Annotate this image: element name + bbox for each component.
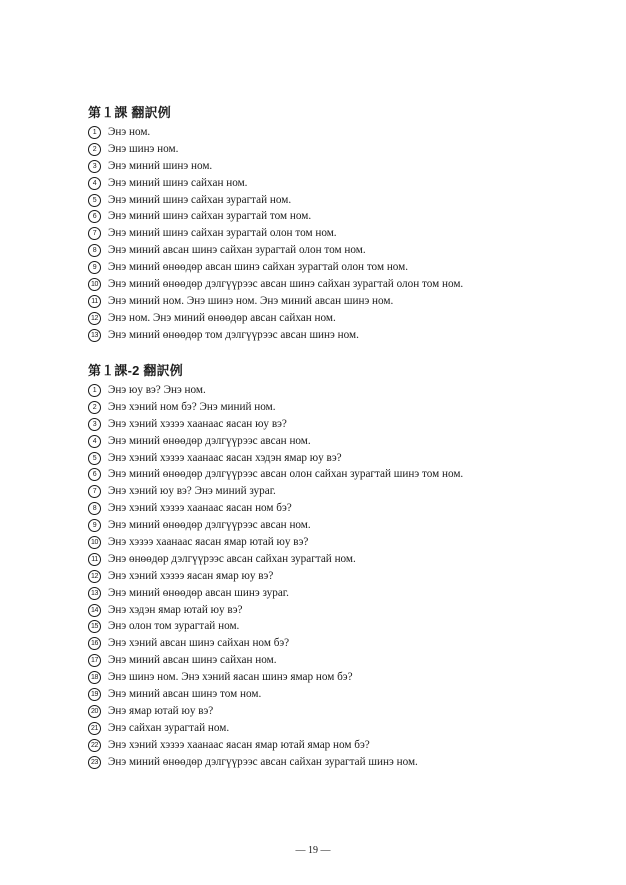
item-text: Энэ ном. Энэ миний өнөөдөр авсан сайхан ном. bbox=[108, 311, 336, 324]
list-item bbox=[88, 433, 558, 450]
section-heading: 第１課 翻訳例 bbox=[88, 105, 172, 120]
item-number: 10 bbox=[88, 536, 101, 549]
item-text: Энэ хэний хэзээ хаанаас яасан ном бэ? bbox=[108, 502, 292, 515]
list-item bbox=[88, 242, 558, 259]
page-number: ― 19 ― bbox=[295, 845, 331, 856]
list-item bbox=[88, 382, 558, 399]
item-text: Энэ өнөөдөр дэлгүүрээс авсан сайхан зурагтай ном. bbox=[108, 552, 356, 565]
item-number: 13 bbox=[88, 587, 101, 600]
item-number: 20 bbox=[88, 705, 101, 718]
item-text: Энэ шинэ ном. Энэ хэний яасан шинэ ямар ном бэ? bbox=[108, 671, 353, 684]
translation-list bbox=[88, 124, 558, 344]
list-item bbox=[88, 500, 558, 517]
list-item bbox=[88, 635, 558, 652]
item-number: 2 bbox=[88, 143, 101, 156]
list-item bbox=[88, 225, 558, 242]
item-number: 18 bbox=[88, 671, 101, 684]
item-number: 15 bbox=[88, 620, 101, 633]
item-text: Энэ миний өнөөдөр авсан шинэ сайхан зурагтай олон том ном. bbox=[108, 261, 409, 274]
list-item bbox=[88, 208, 558, 225]
item-number: 8 bbox=[88, 244, 101, 257]
item-number: 9 bbox=[88, 261, 101, 274]
item-text: Энэ хэний хэзээ хаанаас яасан ямар ютай ямар ном бэ? bbox=[108, 738, 370, 751]
item-number: 12 bbox=[88, 312, 101, 325]
list-item bbox=[88, 293, 558, 310]
item-text: Энэ миний авсан шинэ сайхан зурагтай олон том ном. bbox=[108, 244, 366, 257]
section-heading: 第１課-2 翻訳例 bbox=[88, 363, 183, 378]
list-item bbox=[88, 703, 558, 720]
list-item bbox=[88, 483, 558, 500]
list-item bbox=[88, 310, 558, 327]
item-number: 6 bbox=[88, 210, 101, 223]
item-text: Энэ миний өнөөдөр дэлгүүрээс авсан ном. bbox=[108, 519, 311, 532]
item-number: 23 bbox=[88, 756, 101, 769]
list-item bbox=[88, 517, 558, 534]
item-text: Энэ хэзээ хаанаас яасан ямар ютай юу вэ? bbox=[108, 536, 309, 549]
list-item bbox=[88, 416, 558, 433]
list-item bbox=[88, 585, 558, 602]
item-number: 22 bbox=[88, 739, 101, 752]
item-text: Энэ хэний ном бэ? Энэ миний ном. bbox=[108, 400, 276, 413]
list-item bbox=[88, 737, 558, 754]
list-item bbox=[88, 175, 558, 192]
item-number: 11 bbox=[88, 553, 101, 566]
item-number: 7 bbox=[88, 227, 101, 240]
item-text: Энэ миний ном. Энэ шинэ ном. Энэ миний авсан шинэ ном. bbox=[108, 294, 394, 307]
item-number: 13 bbox=[88, 329, 101, 342]
item-number: 5 bbox=[88, 194, 101, 207]
item-number: 11 bbox=[88, 295, 101, 308]
item-text: Энэ миний өнөөдөр дэлгүүрээс авсан олон сайхан зурагтай шинэ том ном. bbox=[108, 468, 464, 481]
list-item bbox=[88, 602, 558, 619]
list-item bbox=[88, 141, 558, 158]
item-number: 10 bbox=[88, 278, 101, 291]
item-text: Энэ миний шинэ сайхан зурагтай олон том ном. bbox=[108, 227, 337, 240]
item-text: Энэ миний шинэ сайхан зурагтай ном. bbox=[108, 193, 292, 206]
item-number: 12 bbox=[88, 570, 101, 583]
translation-list bbox=[88, 382, 558, 770]
item-number: 2 bbox=[88, 401, 101, 414]
item-number: 16 bbox=[88, 637, 101, 650]
item-number: 1 bbox=[88, 126, 101, 139]
item-number: 1 bbox=[88, 384, 101, 397]
item-text: Энэ хэний хэзээ яасан ямар юу вэ? bbox=[108, 569, 274, 582]
item-number: 3 bbox=[88, 160, 101, 173]
item-number: 5 bbox=[88, 452, 101, 465]
list-item bbox=[88, 276, 558, 293]
section-lesson-1-2 bbox=[88, 362, 558, 770]
item-text: Энэ хэний хэзээ хаанаас яасан юу вэ? bbox=[108, 417, 287, 430]
item-number: 9 bbox=[88, 519, 101, 532]
item-number: 3 bbox=[88, 418, 101, 431]
item-text: Энэ шинэ ном. bbox=[108, 142, 179, 155]
item-text: Энэ миний өнөөдөр том дэлгүүрээс авсан шинэ ном. bbox=[108, 328, 359, 341]
item-text: Энэ миний өнөөдөр дэлгүүрээс авсан ном. bbox=[108, 434, 311, 447]
list-item bbox=[88, 754, 558, 771]
list-item bbox=[88, 327, 558, 344]
item-text: Энэ олон том зурагтай ном. bbox=[108, 620, 240, 633]
list-item bbox=[88, 534, 558, 551]
list-item bbox=[88, 399, 558, 416]
item-text: Энэ миний авсан шинэ том ном. bbox=[108, 688, 262, 701]
item-number: 8 bbox=[88, 502, 101, 515]
item-text: Энэ миний өнөөдөр авсан шинэ зураг. bbox=[108, 586, 289, 599]
list-item bbox=[88, 669, 558, 686]
list-item bbox=[88, 551, 558, 568]
list-item bbox=[88, 466, 558, 483]
item-number: 4 bbox=[88, 435, 101, 448]
item-text: Энэ хэний хэзээ хаанаас яасан хэдэн ямар юу вэ? bbox=[108, 451, 342, 464]
item-text: Энэ хэний авсан шинэ сайхан ном бэ? bbox=[108, 637, 290, 650]
item-text: Энэ юу вэ? Энэ ном. bbox=[108, 384, 206, 396]
item-text: Энэ ном. bbox=[108, 126, 151, 138]
item-number: 7 bbox=[88, 485, 101, 498]
item-text: Энэ миний авсан шинэ сайхан ном. bbox=[108, 654, 277, 667]
list-item bbox=[88, 686, 558, 703]
item-number: 21 bbox=[88, 722, 101, 735]
list-item bbox=[88, 124, 558, 141]
item-text: Энэ хэдэн ямар ютай юу вэ? bbox=[108, 603, 243, 616]
section-lesson-1 bbox=[88, 104, 558, 344]
list-item bbox=[88, 618, 558, 635]
item-text: Энэ миний шинэ сайхан ном. bbox=[108, 176, 248, 189]
item-text: Энэ миний шинэ ном. bbox=[108, 159, 213, 172]
item-number: 14 bbox=[88, 604, 101, 617]
list-item bbox=[88, 259, 558, 276]
list-item bbox=[88, 720, 558, 737]
item-text: Энэ миний шинэ сайхан зурагтай том ном. bbox=[108, 210, 312, 223]
item-text: Энэ ямар ютай юу вэ? bbox=[108, 704, 214, 717]
item-text: Энэ миний өнөөдөр дэлгүүрээс авсан сайхан зурагтай шинэ ном. bbox=[108, 755, 418, 768]
item-text: Энэ сайхан зурагтай ном. bbox=[108, 721, 230, 734]
item-number: 19 bbox=[88, 688, 101, 701]
list-item bbox=[88, 652, 558, 669]
item-number: 6 bbox=[88, 468, 101, 481]
list-item bbox=[88, 158, 558, 175]
list-item bbox=[88, 568, 558, 585]
item-number: 4 bbox=[88, 177, 101, 190]
list-item bbox=[88, 450, 558, 467]
item-text: Энэ миний өнөөдөр дэлгүүрээс авсан шинэ сайхан зурагтай олон том ном. bbox=[108, 278, 464, 291]
item-text: Энэ хэний юу вэ? Энэ миний зураг. bbox=[108, 485, 276, 498]
item-number: 17 bbox=[88, 654, 101, 667]
list-item bbox=[88, 192, 558, 209]
